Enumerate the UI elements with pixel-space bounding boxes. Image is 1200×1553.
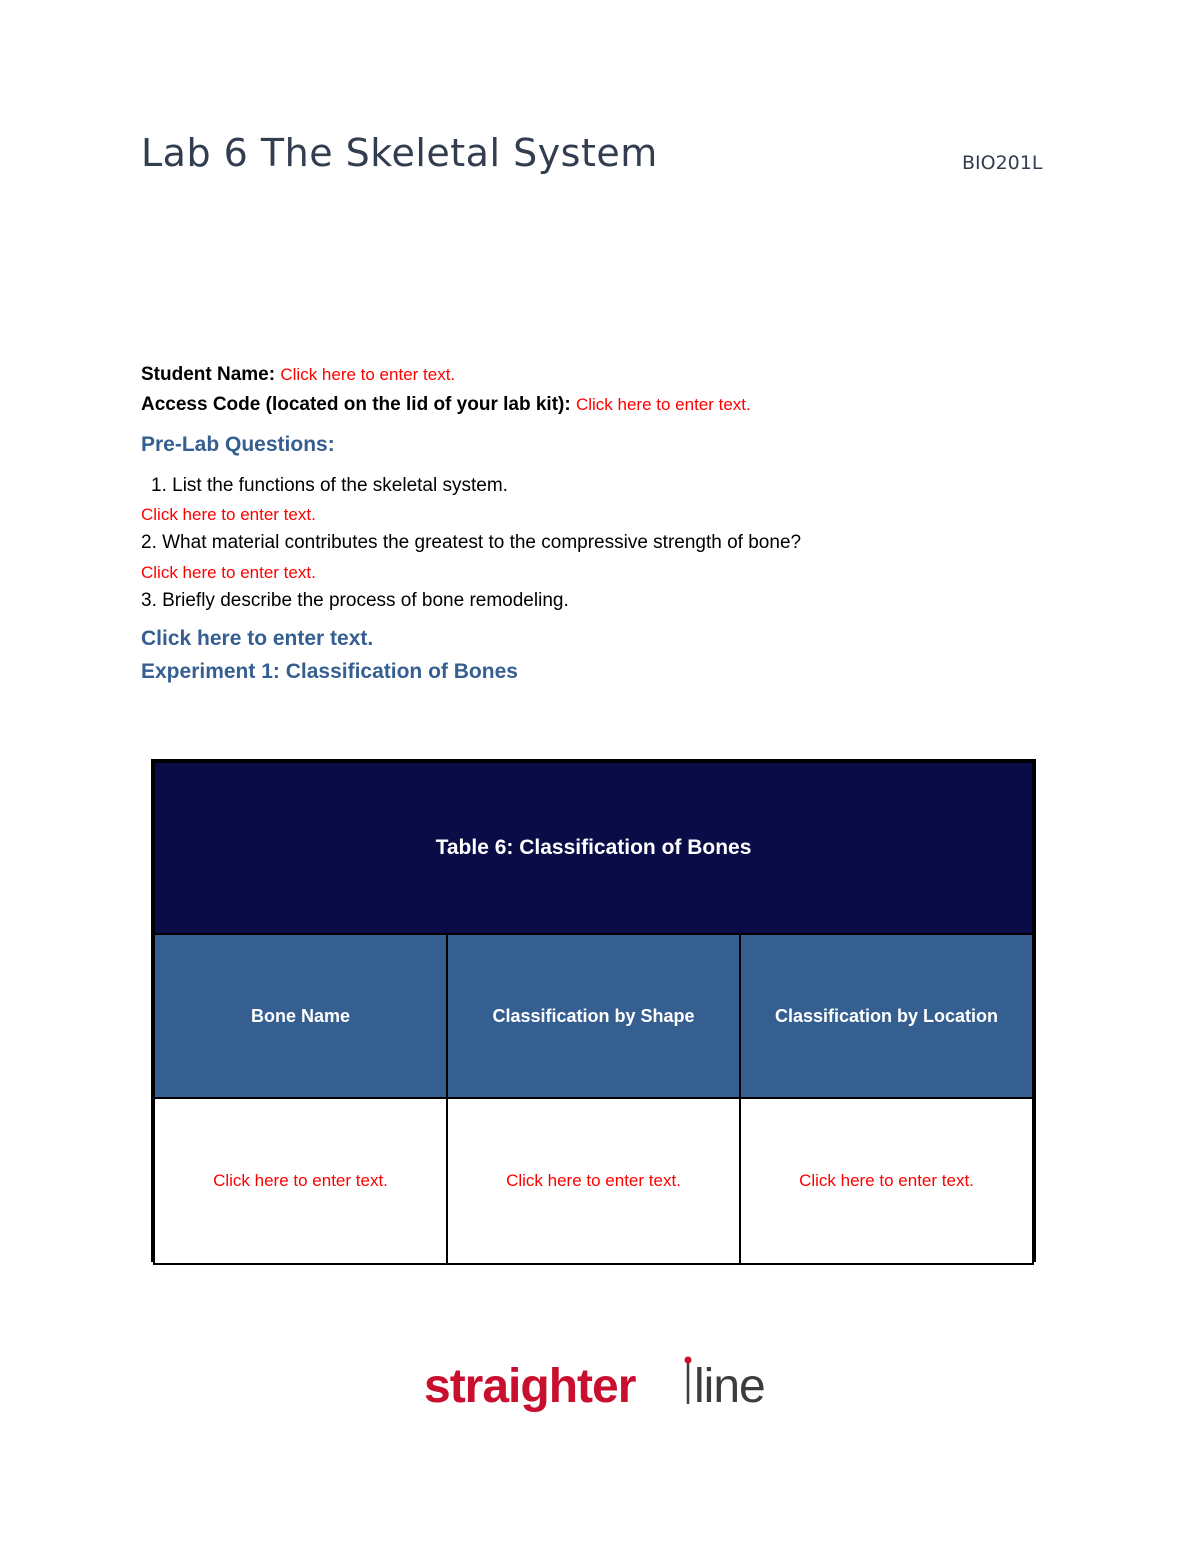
experiment-heading: Experiment 1: Classification of Bones	[141, 660, 518, 683]
student-name-field[interactable]: Click here to enter text.	[280, 365, 456, 384]
table-cell-location	[740, 1098, 1033, 1264]
question-2: 2. What material contributes the greatest to the compressive strength of bone?	[141, 532, 802, 553]
location-field[interactable]: Click here to enter text.	[799, 1171, 974, 1190]
answer-3-field[interactable]: Click here to enter text.	[141, 627, 374, 650]
table-row	[154, 1098, 1033, 1264]
access-code-line	[141, 394, 751, 416]
question-3: 3. Briefly describe the process of bone remodeling.	[141, 590, 569, 611]
table-header-row	[154, 934, 1033, 1098]
table-cell-shape	[447, 1098, 740, 1264]
access-code-label: Access Code (located on the lid of your lab kit):	[141, 394, 571, 415]
classification-table-grid	[153, 761, 1034, 1265]
student-name-line	[141, 364, 455, 386]
course-code: BIO201L	[962, 152, 1043, 174]
prelab-heading: Pre-Lab Questions:	[141, 433, 335, 456]
straighterline-logo	[424, 1356, 784, 1426]
classification-table	[151, 759, 1036, 1262]
column-header-location: Classification by Location	[740, 934, 1033, 1098]
table-caption-row	[154, 762, 1033, 934]
page-title: Lab 6 The Skeletal System	[141, 131, 658, 175]
answer-1-field[interactable]: Click here to enter text.	[141, 505, 316, 524]
column-header-shape: Classification by Shape	[447, 934, 740, 1098]
student-name-label: Student Name:	[141, 364, 276, 385]
question-1: 1. List the functions of the skeletal system.	[151, 475, 508, 496]
shape-field[interactable]: Click here to enter text.	[506, 1171, 681, 1190]
logo-text-straighter: straighter	[424, 1360, 636, 1413]
logo-dot	[685, 1357, 692, 1364]
bone-name-field[interactable]: Click here to enter text.	[213, 1171, 388, 1190]
table-caption: Table 6: Classification of Bones	[154, 762, 1033, 934]
column-header-bone-name: Bone Name	[154, 934, 447, 1098]
logo-text-line: line	[694, 1360, 765, 1413]
access-code-field[interactable]: Click here to enter text.	[575, 395, 751, 414]
table-cell-bone-name	[154, 1098, 447, 1264]
answer-2-field[interactable]: Click here to enter text.	[141, 563, 316, 582]
